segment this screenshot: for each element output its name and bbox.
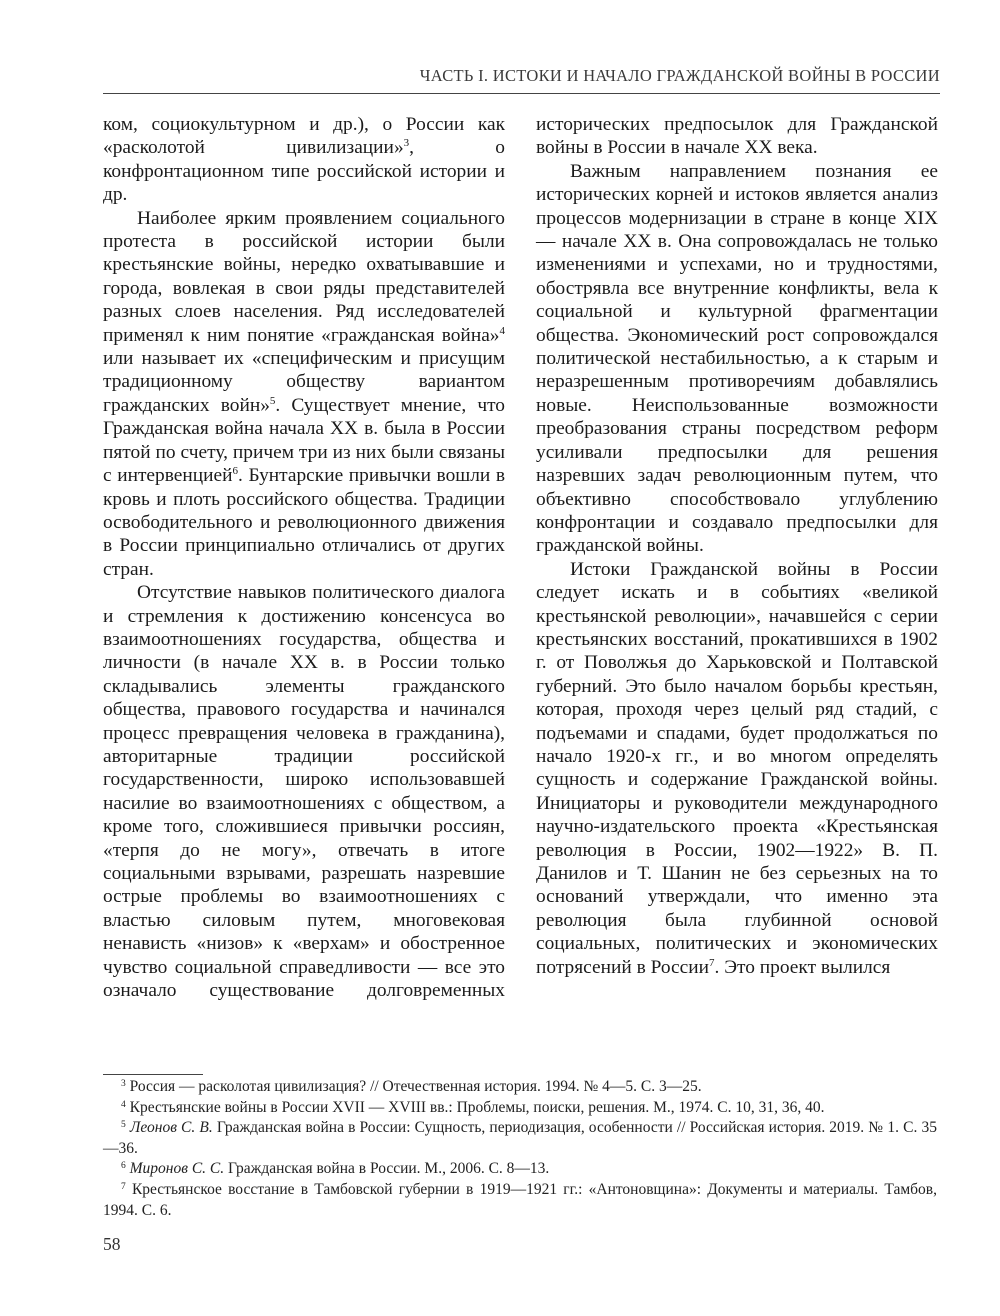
footnote-text: Крестьянские войны в России XVII — XVIII вв.: Проблемы, поиски, решения. М., 1974. С. 10, 31, 36, 40.: [129, 1098, 825, 1116]
page-number: 58: [103, 1234, 121, 1254]
footnote-ref[interactable]: 3: [403, 137, 410, 150]
footnote: [103, 1098, 937, 1119]
paragraph: исторических предпосылок для Гражданской войны в России в начале XX века.: [536, 114, 938, 159]
paragraph-text: . Бунтарские привычки вошли в кровь и плоть российского общества. Традиции освободительного и революционного движения в России принципиально отличались от других стран.: [103, 465, 506, 580]
footnote-text: Россия — расколотая цивилизация? // Отечественная история. 1994. № 4—5. С. 3—25.: [129, 1078, 702, 1095]
footnote-divider: [103, 1074, 203, 1075]
paragraph-text: . Это проект вылился: [714, 956, 891, 978]
footnote: [103, 1180, 937, 1221]
footnotes: [103, 1077, 937, 1221]
footnote-text: Крестьянское восстание в Тамбовской губернии в 1919—1921 гг.: «Антоновщина»: Документы и материалы. Тамбов, 1994. С. 6.: [103, 1180, 937, 1219]
paragraph: [536, 558, 938, 979]
paragraph: [103, 113, 505, 207]
left-column: [103, 113, 505, 1002]
right-column: [536, 113, 938, 979]
footnote: [103, 1077, 937, 1098]
footnote-author: Леонов С. В.: [129, 1119, 213, 1137]
footnote-ref[interactable]: 5: [269, 394, 276, 407]
footnote-ref[interactable]: 4: [499, 324, 505, 337]
footnote-number: 4: [121, 1099, 126, 1110]
paragraph-text: . Существует мнение, что Гражданская война начала XX в. была в России пятой по счету, причем три из них были связаны с интервенцией: [103, 394, 505, 487]
paragraph: Отсутствие навыков политического диалога и стремления к достижению консенсуса во взаимоотношениях государства, общества и личности (в начале XX в. в России только складывались элементы гражданского общества, правового государства и начинался процесс превращения человека в гражданина), авторитарные традиции российской государственности, широко использовавшей насилие во взаимоотношениях с обществом, а кроме того, сложившиеся привычки россиян, «терпя до не могу», отвечать в итоге социальными взрывами, разрешать назревшие острые проблемы во взаимоотношениях с властью силовым путем, многовековая ненависть «низов» к «верхам» и обостренное чувство социальной справедливости — все это означало существование долговременных: [103, 582, 505, 1002]
paragraph-text: Истоки Гражданской войны в России следует искать и в событиях «великой крестьянской революции», начавшейся с серии крестьянских восстаний, прокатившихся в 1902 г. от Поволжья до Харьковской и Полтавской губерний. Это было началом борьбы крестьян, которая, проходя через целый ряд стадий, с подъемами и спадами, будет продолжаться по начало 1920-х гг., и во многом определять сущность и содержание Гражданской войны. Инициаторы и руководители международного научно-издательского проекта «Крестьянская революция в России, 1902—1922» В. П. Данилов и Т. Шанин не без серьезных на то оснований утверждали, что именно эта революция была глубинной основой социальных, политических и экономических потрясений в России: [536, 558, 938, 978]
paragraph-text: Наиболее ярким проявлением социального протеста в российской истории были крестьянские войны, нередко охватывавшие и города, вовлекая в свои ряды представителей разных слоев населения. Ряд исследователей применял к ним понятие «гражданская война»: [103, 207, 505, 346]
footnote-number: 5: [121, 1120, 126, 1131]
footnote-text: Гражданская война в России. М., 2006. С. 8—13.: [224, 1160, 550, 1178]
footnote: [103, 1159, 937, 1180]
footnote-text: Гражданская война в России: Сущность, периодизация, особенности // Российская история. 2019. № 1. С. 35—36.: [103, 1119, 937, 1157]
footnote-ref[interactable]: 7: [709, 956, 715, 969]
running-header: ЧАСТЬ I. ИСТОКИ И НАЧАЛО ГРАЖДАНСКОЙ ВОЙНЫ В РОССИИ: [419, 66, 940, 85]
header-divider: [103, 93, 940, 94]
paragraph: [103, 207, 505, 582]
paragraph-text: или называет их «специфическим и присущим традиционному обществу вариантом гражданских войн»: [103, 348, 505, 416]
footnote-ref[interactable]: 6: [232, 465, 238, 478]
footnote-number: 6: [121, 1161, 126, 1172]
paragraph-text: ком, социокультурном и др.), о России как «расколотой цивилизации»: [103, 114, 505, 159]
footnote-author: Миронов С. С.: [129, 1160, 225, 1178]
paragraph-text: , о конфронтационном типе российской истории и др.: [103, 137, 505, 206]
footnote-number: 7: [121, 1181, 126, 1192]
paragraph: Важным направлением познания ее исторических корней и истоков является анализ процессов модернизации в стране в конце XIX — начале XX в. Она сопровождалась не только изменениями и успехами, но и трудностями, обострявла все внутренние конфликты, вела к социальной и культурной фрагментации общества. Экономический рост сопровождался политической нестабильностью, а к старым и неразрешенным противоречиям добавлялись новые. Неиспользованные возможности преобразования страны посредством реформ усиливали предпосылки для решения назревших задач революционным путем, что объективно способствовало углублению конфронтации и создавало предпосылки для гражданской войны.: [536, 160, 938, 557]
footnote-number: 3: [121, 1079, 126, 1089]
footnote: [103, 1118, 937, 1159]
